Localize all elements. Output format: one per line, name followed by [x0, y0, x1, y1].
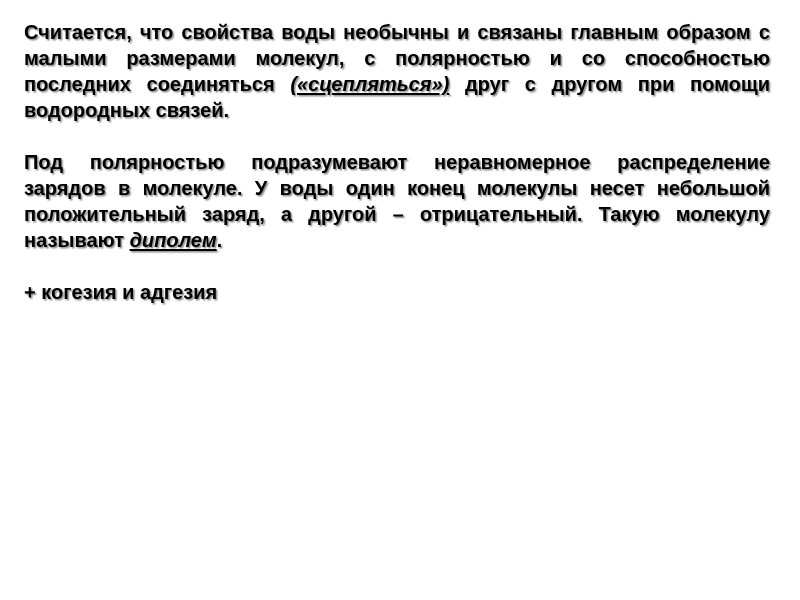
paragraph-polarity	[24, 150, 770, 254]
paragraph-polarity-end: .	[216, 230, 223, 252]
paragraph-polarity-text: Под полярностью подразумевают неравномерное распределение зарядов в молекуле. У воды один конец молекулы несет небольшой положительный заряд, а другой – отрицательный. Такую молекулу называют	[24, 152, 770, 252]
term-stick-together: («сцепляться»)	[290, 74, 450, 96]
slide-content	[24, 20, 770, 306]
paragraph-water-properties-end: друг с другом при помощи водородных связей.	[24, 74, 770, 122]
paragraph-water-properties	[24, 20, 770, 124]
term-dipole: диполем	[129, 230, 217, 252]
note-cohesion-adhesion: + когезия и адгезия	[24, 282, 218, 304]
paragraph-water-properties-text: Считается, что свойства воды необычны и связаны главным образом с малыми размерами молекул, с полярностью и со способностью последних соединяться	[24, 22, 770, 96]
